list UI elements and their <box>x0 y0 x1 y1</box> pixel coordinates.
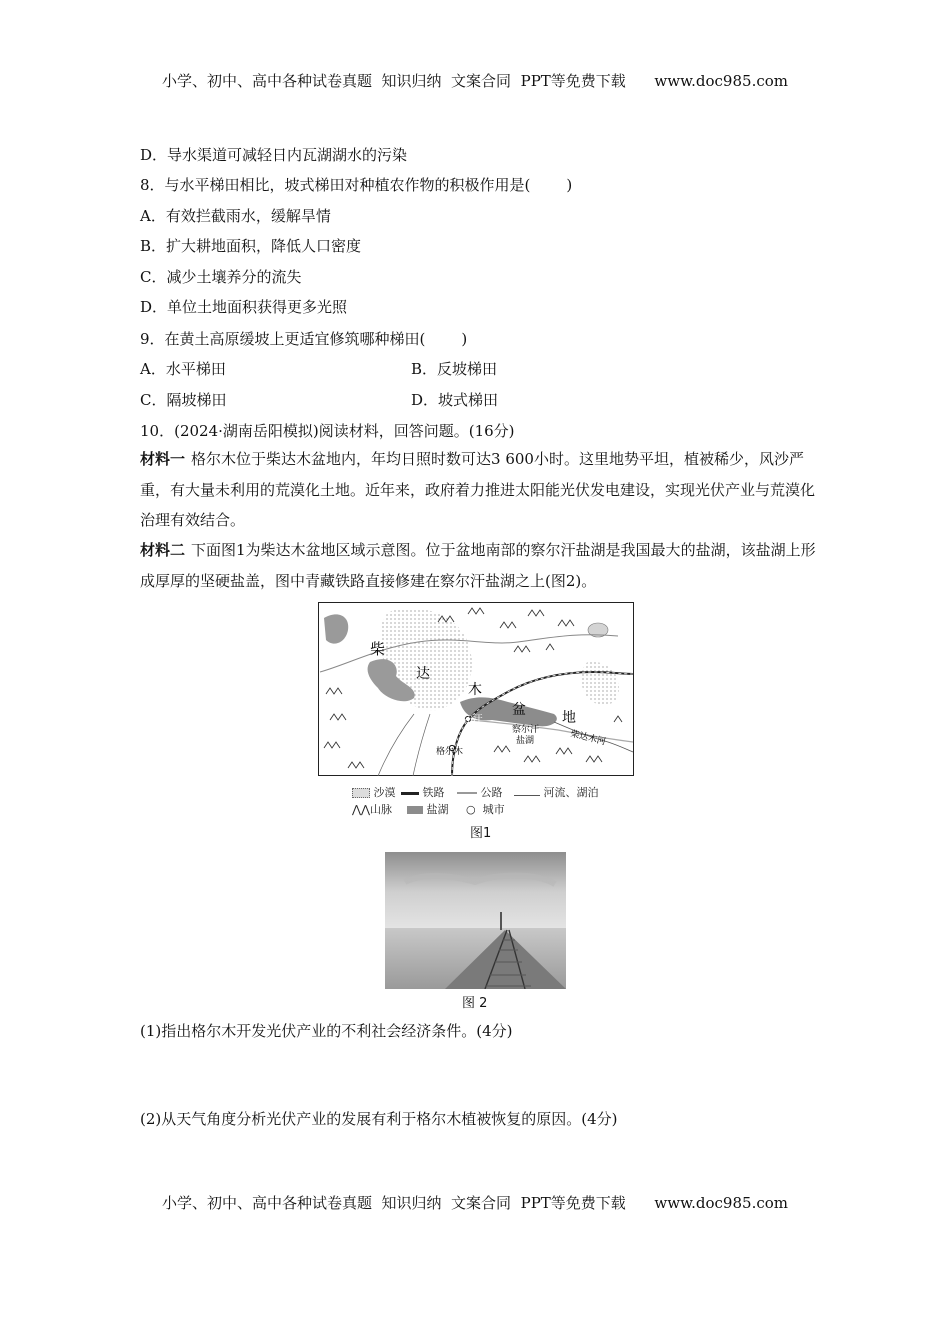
legend-road <box>457 784 503 800</box>
material-two <box>140 535 818 596</box>
q8-option-c: C．减少土壤养分的流失 <box>140 268 302 286</box>
q9-stem <box>140 328 467 349</box>
q9-stem-close: ) <box>461 330 468 348</box>
map-label-golmud: 格尔木 <box>436 747 464 757</box>
legend-railway-label: 铁路 <box>422 786 445 799</box>
material-two-label: 材料二 <box>140 541 186 559</box>
salt-lake-swatch <box>407 806 423 814</box>
river-lake-swatch <box>514 790 540 796</box>
q10-stem: 10．(2024·湖南岳阳模拟)阅读材料，回答问题。(16分) <box>140 422 515 440</box>
legend-river-lake <box>514 784 599 800</box>
map-label-lake-line2: 盐湖 <box>516 736 535 746</box>
city-swatch: ○ <box>466 803 476 816</box>
legend-mountain <box>352 801 392 817</box>
figure-2-caption: 图 2 <box>462 996 488 1011</box>
legend-desert-label: 沙漠 <box>373 786 396 799</box>
map-label-chaerhan: 察尔汗 <box>454 714 483 725</box>
legend-river-lake-label: 河流、湖泊 <box>543 786 599 799</box>
legend-city <box>466 801 505 817</box>
material-two-text: 下面图1为柴达木盆地区域示意图。位于盆地南部的察尔汗盐湖是我国最大的盐湖，该盐湖上形成厚厚的坚硬盐盖，图中青藏铁路直接修建在察尔汗盐湖之上(图2)。 <box>140 541 816 590</box>
q8-stem-close: ) <box>566 176 573 194</box>
map-label-da: 达 <box>416 666 430 682</box>
map-label-river: 柴达木河 <box>569 729 607 748</box>
legend-desert <box>352 784 396 800</box>
q9-option-c: C．隔坡梯田 <box>140 391 227 409</box>
map-label-pen: 盆 <box>512 702 526 718</box>
road-swatch <box>457 792 477 794</box>
map-label-di: 地 <box>562 710 576 726</box>
q8-option-a: A．有效拦截雨水，缓解旱情 <box>140 207 331 225</box>
legend-salt-lake <box>407 801 449 817</box>
q8-option-d: D．单位土地面积获得更多光照 <box>140 298 348 316</box>
desert-swatch <box>352 788 370 798</box>
salt-lake-railway-photo <box>385 852 566 989</box>
q9-option-d: D．坡式梯田 <box>411 391 499 409</box>
q9-option-b: B．反坡梯田 <box>411 360 498 378</box>
qaidam-basin-map <box>318 602 634 776</box>
q8-stem-text: 8．与水平梯田相比，坡式梯田对种植农作物的积极作用是( <box>140 176 531 194</box>
q7-option-d: D．导水渠道可减轻日内瓦湖湖水的污染 <box>140 146 408 164</box>
material-one-text: 格尔木位于柴达木盆地内，年均日照时数可达3 600小时。这里地势平坦，植被稀少，风沙严重，有大量未利用的荒漠化土地。近年来，政府着力推进太阳能光伏发电建设，实现光伏产业与荒漠化治理有效结合。 <box>140 450 816 529</box>
material-one <box>140 444 818 536</box>
mountain-swatch: ⋀⋀ <box>352 803 371 816</box>
q8-stem <box>140 174 572 195</box>
q9-option-a: A．水平梯田 <box>140 360 226 378</box>
map-label-lake-line1: 察尔汗 <box>512 725 540 735</box>
q9-stem-text: 9．在黄土高原缓坡上更适宜修筑哪种梯田( <box>140 330 426 348</box>
q8-option-b: B．扩大耕地面积，降低人口密度 <box>140 237 362 255</box>
figure-1-caption: 图1 <box>470 826 492 841</box>
photo-sky <box>385 852 566 932</box>
map-label-mu: 木 <box>468 682 482 698</box>
legend-salt-lake-label: 盐湖 <box>426 803 449 816</box>
page-footer: 小学、初中、高中各种试卷真题 知识归纳 文案合同 PPT等免费下载 www.doc985.com <box>161 1194 788 1212</box>
legend-city-label: 城市 <box>482 803 505 816</box>
q10-subquestion-2: (2)从天气角度分析光伏产业的发展有利于格尔木植被恢复的原因。(4分) <box>140 1110 618 1128</box>
legend-mountain-label: 山脉 <box>370 803 393 816</box>
page-header: 小学、初中、高中各种试卷真题 知识归纳 文案合同 PPT等免费下载 www.doc985.com <box>161 72 788 90</box>
q10-subquestion-1: (1)指出格尔木开发光伏产业的不利社会经济条件。(4分) <box>140 1022 513 1040</box>
material-one-label: 材料一 <box>140 450 186 468</box>
legend-road-label: 公路 <box>480 786 503 799</box>
railway-swatch <box>401 792 419 795</box>
legend-railway <box>401 784 445 800</box>
photo-signal-pole <box>500 912 502 930</box>
map-label-chai: 柴 <box>370 640 386 658</box>
